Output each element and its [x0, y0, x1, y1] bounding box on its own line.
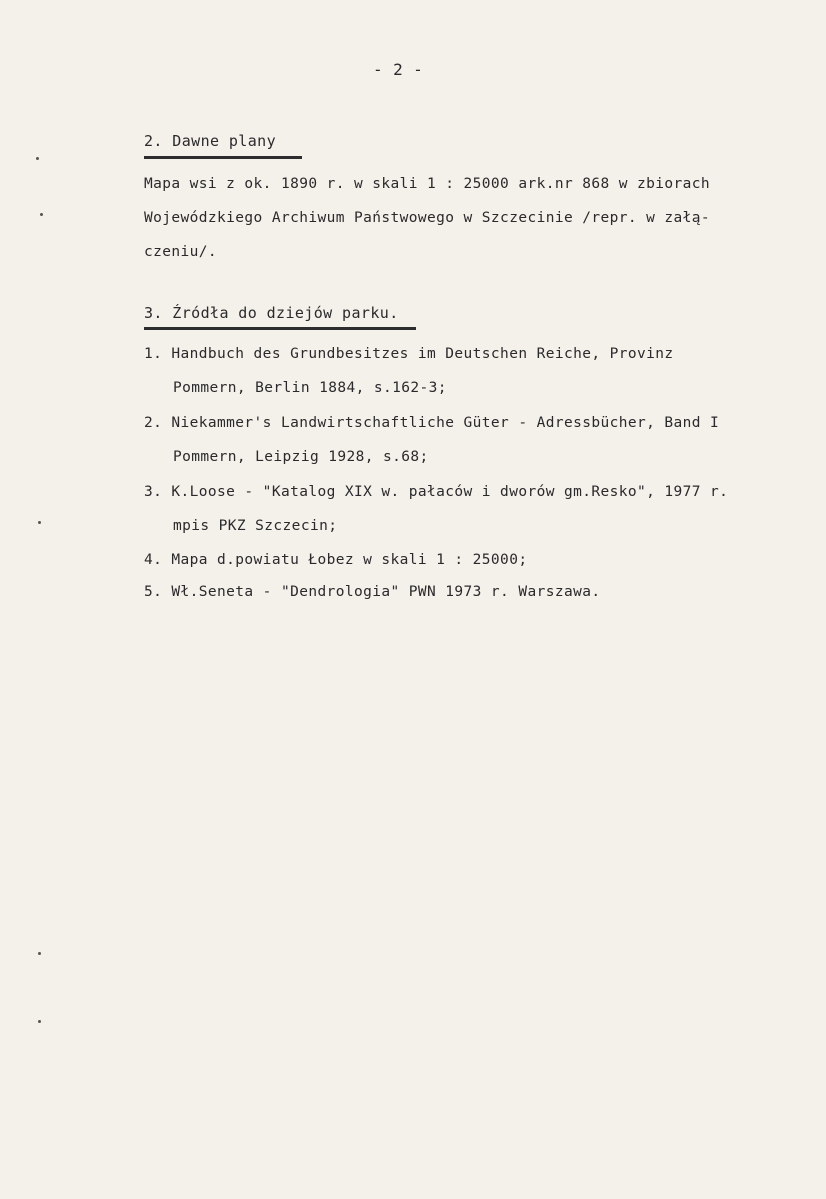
scan-speck — [36, 157, 39, 160]
page-number: - 2 - — [373, 60, 424, 79]
section-2-line-2: Wojewódzkiego Archiwum Państwowego w Szczecinie /repr. w załą- — [144, 210, 711, 226]
section-3-heading: 3. Źródła do dziejów parku. — [144, 304, 399, 322]
source-item-5: 5. Wł.Seneta - "Dendrologia" PWN 1973 r. Warszawa. — [144, 584, 601, 600]
source-item-4: 4. Mapa d.powiatu Łobez w skali 1 : 25000; — [144, 552, 528, 568]
section-2-underline — [144, 156, 302, 159]
section-2-line-3: czeniu/. — [144, 244, 218, 260]
source-item-3-line-1: 3. K.Loose - "Katalog XIX w. pałaców i dworów gm.Resko", 1977 r. — [144, 484, 729, 500]
source-item-1-line-2: Pommern, Berlin 1884, s.162-3; — [173, 380, 447, 396]
section-2-heading: 2. Dawne plany — [144, 132, 277, 150]
source-item-2-line-1: 2. Niekammer's Landwirtschaftliche Güter - Adressbücher, Band I — [144, 415, 720, 431]
section-2-line-1: Mapa wsi z ok. 1890 r. w skali 1 : 25000 ark.nr 868 w zbiorach — [144, 176, 711, 192]
source-item-3-line-2: mpis PKZ Szczecin; — [173, 518, 338, 534]
scan-speck — [40, 213, 43, 216]
scan-speck — [38, 1020, 41, 1023]
scan-speck — [38, 521, 41, 524]
scan-speck — [38, 952, 41, 955]
source-item-2-line-2: Pommern, Leipzig 1928, s.68; — [173, 449, 429, 465]
section-3-underline — [144, 327, 416, 330]
source-item-1-line-1: 1. Handbuch des Grundbesitzes im Deutschen Reiche, Provinz — [144, 346, 674, 362]
